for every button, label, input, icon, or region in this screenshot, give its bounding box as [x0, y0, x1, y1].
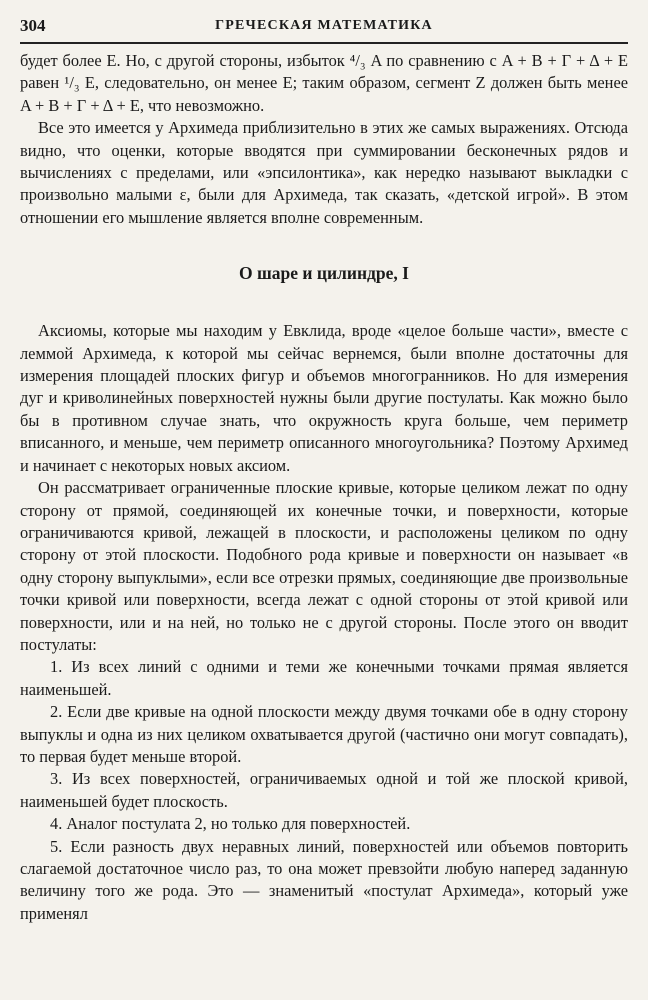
postulate-item: 2. Если две кривые на одной плоскости между двумя точками обе в одну сторону выпуклы и одна из них целиком охватывается другой (частично они могут совпадать), то первая будет меньше второй.: [20, 702, 628, 766]
postulate-item: 5. Если разность двух неравных линий, поверхностей или объемов повторить слагаемой достаточное число раз, то она может превзойти любую наперед заданную величину того же рода. Это — знаменитый «постулат Архимеда», который уже применял: [20, 836, 628, 923]
paragraph-continued: будет более E. Но, с другой стороны, избыток ⁴/₃ A по сравнению с A + B + Γ + Δ + E равен ¹/₃ E, следовательно, он менее E; таким образом, сегмент Z должен быть менее A + B + Γ + Δ + E, что невозможно.: [20, 51, 628, 115]
page-body: [20, 50, 628, 925]
paragraph: Он рассматривает ограниченные плоские кривые, которые целиком лежат по одну сторону от прямой, соединяющей их конечные точки, и поверхности, которые ограничиваются кривой, лежащей в плоскости, и расположены целиком по одну сторону от этой плоскости. Подобного рода кривые и поверхности он называет «в одну сторону выпуклыми», если все отрезки прямых, соединяющие две произвольные точки кривой или поверхности, всегда лежат с одной стороны от этой кривой или поверхности, или и на ней, но только не с другой стороны. После этого он вводит постулаты:: [20, 478, 628, 654]
page-number: 304: [20, 16, 46, 35]
postulate-item: 3. Из всех поверхностей, ограничиваемых одной и той же плоской кривой, наименьшей будет плоскость.: [20, 769, 628, 811]
paragraph: Аксиомы, которые мы находим у Евклида, вроде «целое больше части», вместе с леммой Архимеда, к которой мы сейчас вернемся, были вполне достаточны для измерения площадей плоских фигур и объемов многогранников. Но для измерения дуг и криволинейных поверхностей нужны были другие постулаты. Как можно было бы в противном случае знать, что окружность круга больше, чем периметр вписанного, и меньше, чем периметр описанного многоугольника? Поэтому Архимед и начинает с некоторых новых аксиом.: [20, 321, 628, 475]
paragraph: Все это имеется у Архимеда приблизительно в этих же самых выражениях. Отсюда видно, что оценки, которые вводятся при суммировании бесконечных рядов и вычислениях с пределами, или «эпсилонтика», как нередко называют выкладки с произвольно малыми ε, были для Архимеда, так сказать, «детской игрой». В этом отношении его мышление является вполне современным.: [20, 118, 628, 227]
postulate-item: 1. Из всех линий с одними и теми же конечными точками прямая является наименьшей.: [20, 657, 628, 699]
postulates-list: [20, 656, 628, 925]
page-header: [20, 12, 628, 44]
running-title: ГРЕЧЕСКАЯ МАТЕМАТИКА: [215, 18, 433, 33]
section-heading: О шаре и цилиндре, I: [239, 263, 409, 284]
postulate-item: 4. Аналог постулата 2, но только для поверхностей.: [50, 814, 411, 834]
